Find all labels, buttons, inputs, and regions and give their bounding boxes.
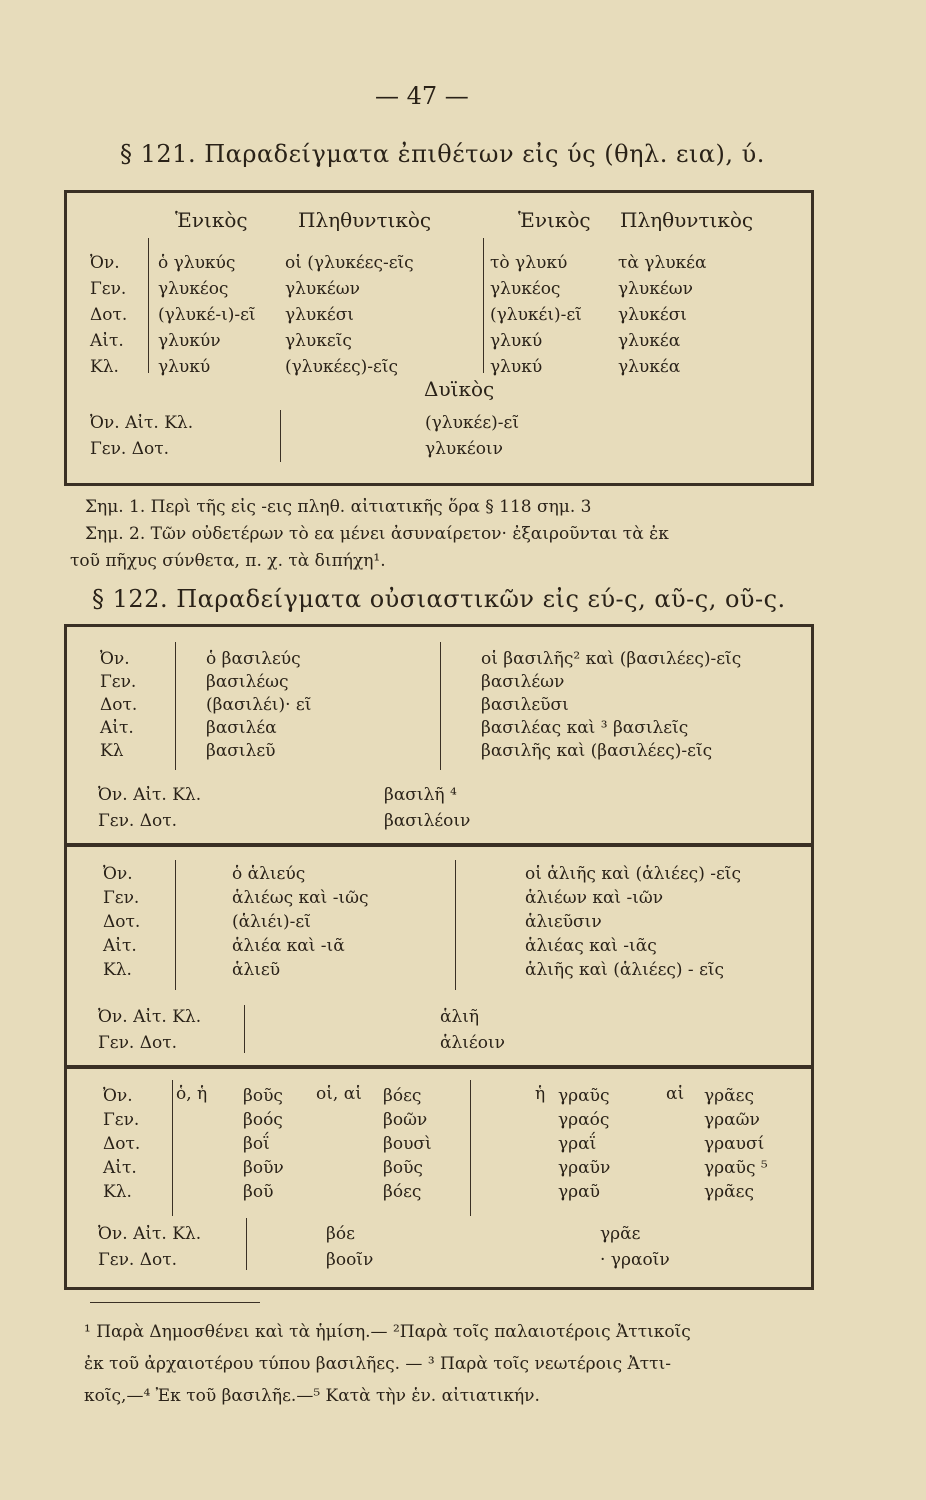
halieus-dual: ἁλιῆ ἁλιέοιν (440, 1007, 505, 1053)
case-labels-basileus: Ὀν. Γεν. Δοτ. Αἰτ. Κλ (100, 649, 138, 761)
basileus-dual: βασιλῆ ⁴ βασιλέοιν (384, 785, 471, 831)
dual-case-labels-121: Ὀν. Αἰτ. Κλ. Γεν. Δοτ. (90, 413, 194, 459)
case-labels-halieus: Ὀν. Γεν. Δοτ. Αἰτ. Κλ. (103, 864, 141, 980)
case-labels-bous: Ὀν. Γεν. Δοτ. Αἰτ. Κλ. (103, 1086, 141, 1202)
neut-singular-forms: τὸ γλυκύ γλυκέος (γλυκέι)-εῖ γλυκύ γλυκύ (490, 253, 582, 377)
header-plural-1: Πληθυντικὸς (298, 208, 432, 232)
graus-dual: γρᾶε · γραοῖν (600, 1224, 670, 1270)
note-1: Σημ. 1. Περὶ τῆς εἰς -εις πληθ. αἰτιατικῆς ὅρα § 118 σημ. 3 (85, 497, 592, 517)
dual-case-labels-halieus: Ὀν. Αἰτ. Κλ. Γεν. Δοτ. (98, 1007, 202, 1053)
neut-plural-forms: τὰ γλυκέα γλυκέων γλυκέσι γλυκέα γλυκέα (618, 253, 707, 377)
dual-forms-121: (γλυκέε)-εῖ γλυκέοιν (425, 413, 519, 459)
note-2-line-2: τοῦ πῆχυς σύνθετα, π. χ. τὰ διπήχη¹. (70, 551, 386, 571)
graus-singular: γραῦς γραός γραΐ γραῦν γραῦ (558, 1086, 611, 1202)
graus-article-singular: ἡ (535, 1084, 546, 1104)
footnote-line-2: ἐκ τοῦ ἀρχαιοτέρου τύπου βασιλῆες. — ³ Παρὰ τοῖς νεωτέροις Ἀττι- (84, 1354, 671, 1374)
footnote-divider (90, 1302, 260, 1303)
note-2-line-1: Σημ. 2. Τῶν οὐδετέρων τὸ εα μένει ἀσυναίρετον· ἐξαιροῦνται τὰ ἐκ (85, 524, 669, 544)
bous-article-plural: οἱ, αἱ (316, 1084, 362, 1104)
graus-article-plural: αἱ (666, 1084, 685, 1104)
case-labels-121: Ὀν. Γεν. Δοτ. Αἰτ. Κλ. (90, 253, 128, 377)
masc-plural-forms: οἱ (γλυκέες-εῖς γλυκέων γλυκέσι γλυκεῖς (γλυκέες)-εῖς (285, 253, 414, 377)
page-number: — 47 — (375, 82, 469, 110)
bous-dual: βόε βοοῖν (326, 1224, 374, 1270)
dual-label: Δυϊκὸς (424, 377, 495, 401)
halieus-singular: ὁ ἁλιεύς ἁλιέως καὶ -ιῶς (ἁλιέι)-εῖ ἁλιέα καὶ -ιᾶ ἁλιεῦ (232, 864, 369, 980)
halieus-plural: οἱ ἁλιῆς καὶ (ἁλιέες) -εῖς ἁλιέων καὶ -ιῶν ἁλιεῦσιν ἁλιέας καὶ -ιᾶς ἁλιῆς καὶ (ἁλιέες) - εῖς (525, 864, 741, 980)
header-singular-2: Ἑνικὸς (518, 208, 591, 232)
footnote-line-1: ¹ Παρὰ Δημοσθένει καὶ τὰ ἡμίση.— ²Παρὰ τοῖς παλαιοτέροις Ἀττικοῖς (84, 1322, 691, 1342)
bous-singular: βοῦς βοός βοΐ βοῦν βοῦ (243, 1086, 284, 1202)
header-plural-2: Πληθυντικὸς (620, 208, 754, 232)
footnote-line-3: κοῖς,—⁴ Ἐκ τοῦ βασιλῆε.—⁵ Κατὰ τὴν ἑν. αἰτιατικήν. (84, 1386, 540, 1406)
section-121-title: § 121. Παραδείγματα ἐπιθέτων εἰς ύς (θηλ. εια), ύ. (120, 140, 765, 168)
masc-singular-forms: ὁ γλυκύς γλυκέος (γλυκέ-ι)-εῖ γλυκύν γλυκύ (158, 253, 256, 377)
basileus-singular: ὁ βασιλεύς βασιλέως (βασιλέι)· εῖ βασιλέα βασιλεῦ (206, 649, 312, 761)
header-singular-1: Ἑνικὸς (175, 208, 248, 232)
dual-case-labels-basileus: Ὀν. Αἰτ. Κλ. Γεν. Δοτ. (98, 785, 202, 831)
section-122-title: § 122. Παραδείγματα οὐσιαστικῶν εἰς εύ-ς, αῦ-ς, οῦ-ς. (92, 585, 786, 613)
bous-plural: βόες βοῶν βουσὶ βοῦς βόες (383, 1086, 432, 1202)
bous-article-singular: ὁ, ἡ (176, 1084, 208, 1104)
dual-case-labels-bous: Ὀν. Αἰτ. Κλ. Γεν. Δοτ. (98, 1224, 202, 1270)
graus-plural: γρᾶες γραῶν γραυσί γραῦς ⁵ γρᾶες (704, 1086, 768, 1202)
basileus-plural: οἱ βασιλῆς² καὶ (βασιλέες)-εῖς βασιλέων βασιλεῦσι βασιλέας καὶ ³ βασιλεῖς βασιλῆς καὶ (βασιλέες)-εῖς (481, 649, 742, 761)
